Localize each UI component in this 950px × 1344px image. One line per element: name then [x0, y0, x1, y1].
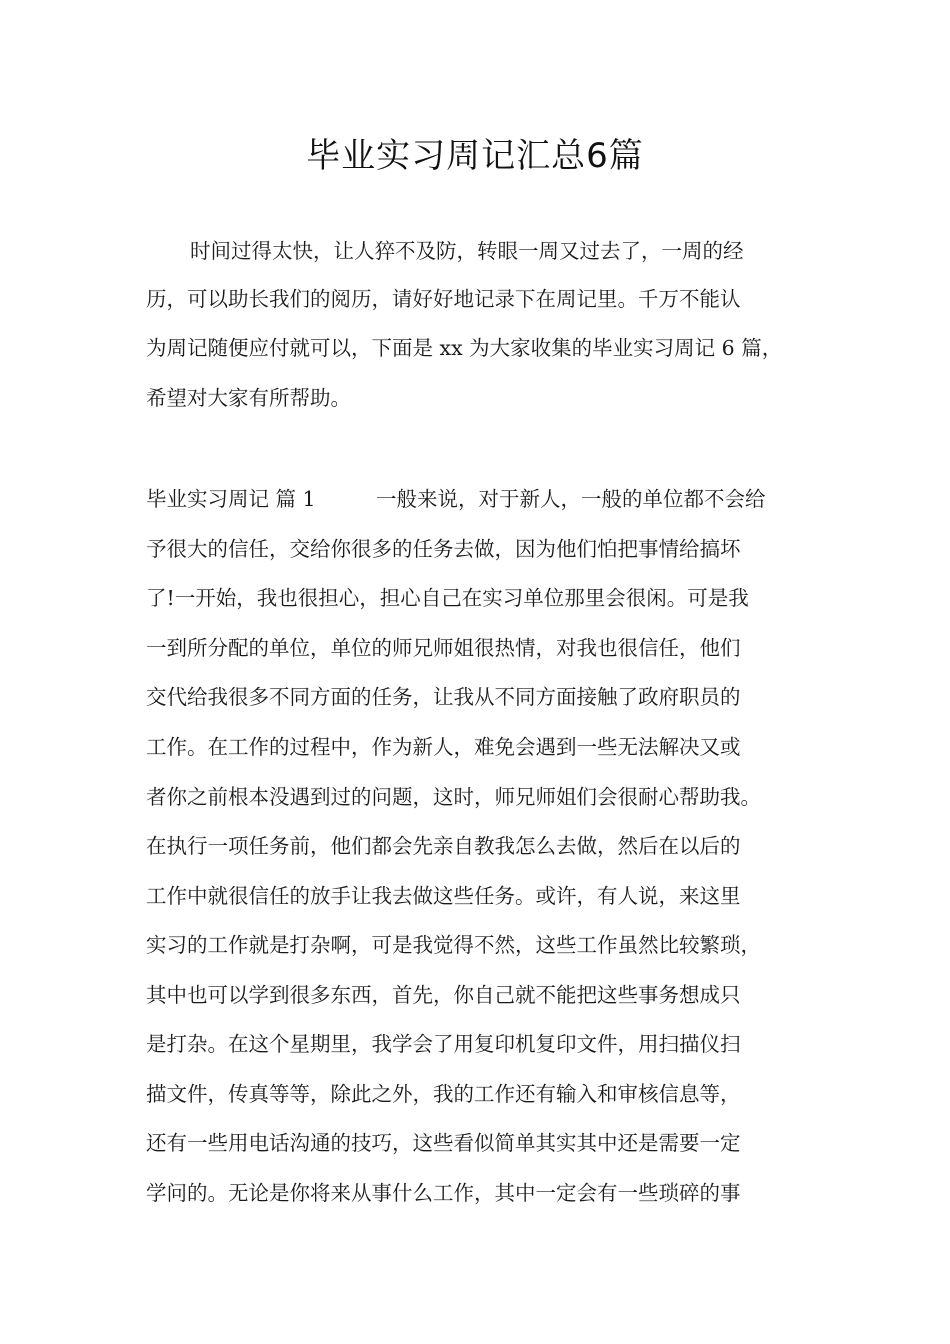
body-line: 其中也可以学到很多东西，首先，你自己就不能把这些事务想成只	[146, 983, 741, 1007]
intro-line: 时间过得太快，让人猝不及防，转眼一周又过去了，一周的经	[190, 239, 744, 263]
body-line: 工作。在工作的过程中，作为新人，难免会遇到一些无法解决又或	[146, 735, 741, 759]
body-line: 实习的工作就是打杂啊，可是我觉得不然，这些工作虽然比较繁琐，	[146, 933, 761, 957]
body-line: 描文件，传真等等，除此之外，我的工作还有输入和审核信息等，	[146, 1082, 741, 1106]
body-line: 学问的。无论是你将来从事什么工作，其中一定会有一些琐碎的事	[146, 1181, 741, 1205]
body-line: 者你之前根本没遇到过的问题，这时，师兄师姐们会很耐心帮助我。	[146, 785, 761, 809]
body-line: 了!一开始，我也很担心，担心自己在实习单位那里会很闲。可是我	[146, 586, 749, 610]
body-line: 还有一些用电话沟通的技巧，这些看似简单其实其中还是需要一定	[146, 1131, 741, 1155]
section-heading: 毕业实习周记 篇 1	[146, 487, 316, 511]
body-line: 交代给我很多不同方面的任务，让我从不同方面接触了政府职员的	[146, 685, 741, 709]
body-line: 是打杂。在这个星期里，我学会了用复印机复印文件，用扫描仪扫	[146, 1032, 741, 1056]
body-line: 予很大的信任，交给你很多的任务去做，因为他们怕把事情给搞坏	[146, 537, 741, 561]
intro-line: 希望对大家有所帮助。	[146, 386, 351, 410]
body-line: 工作中就很信任的放手让我去做这些任务。或许，有人说，来这里	[146, 884, 741, 908]
body-line: 一到所分配的单位，单位的师兄师姐很热情，对我也很信任，他们	[146, 636, 741, 660]
document-title: 毕业实习周记汇总6篇	[306, 136, 644, 176]
body-line: 一般来说，对于新人，一般的单位都不会给	[376, 487, 766, 511]
intro-line: 为周记随便应付就可以，下面是 xx 为大家收集的毕业实习周记 6 篇，	[146, 336, 783, 360]
intro-line: 历，可以助长我们的阅历，请好好地记录下在周记里。千万不能认	[146, 287, 741, 311]
body-line: 在执行一项任务前，他们都会先亲自教我怎么去做，然后在以后的	[146, 834, 741, 858]
